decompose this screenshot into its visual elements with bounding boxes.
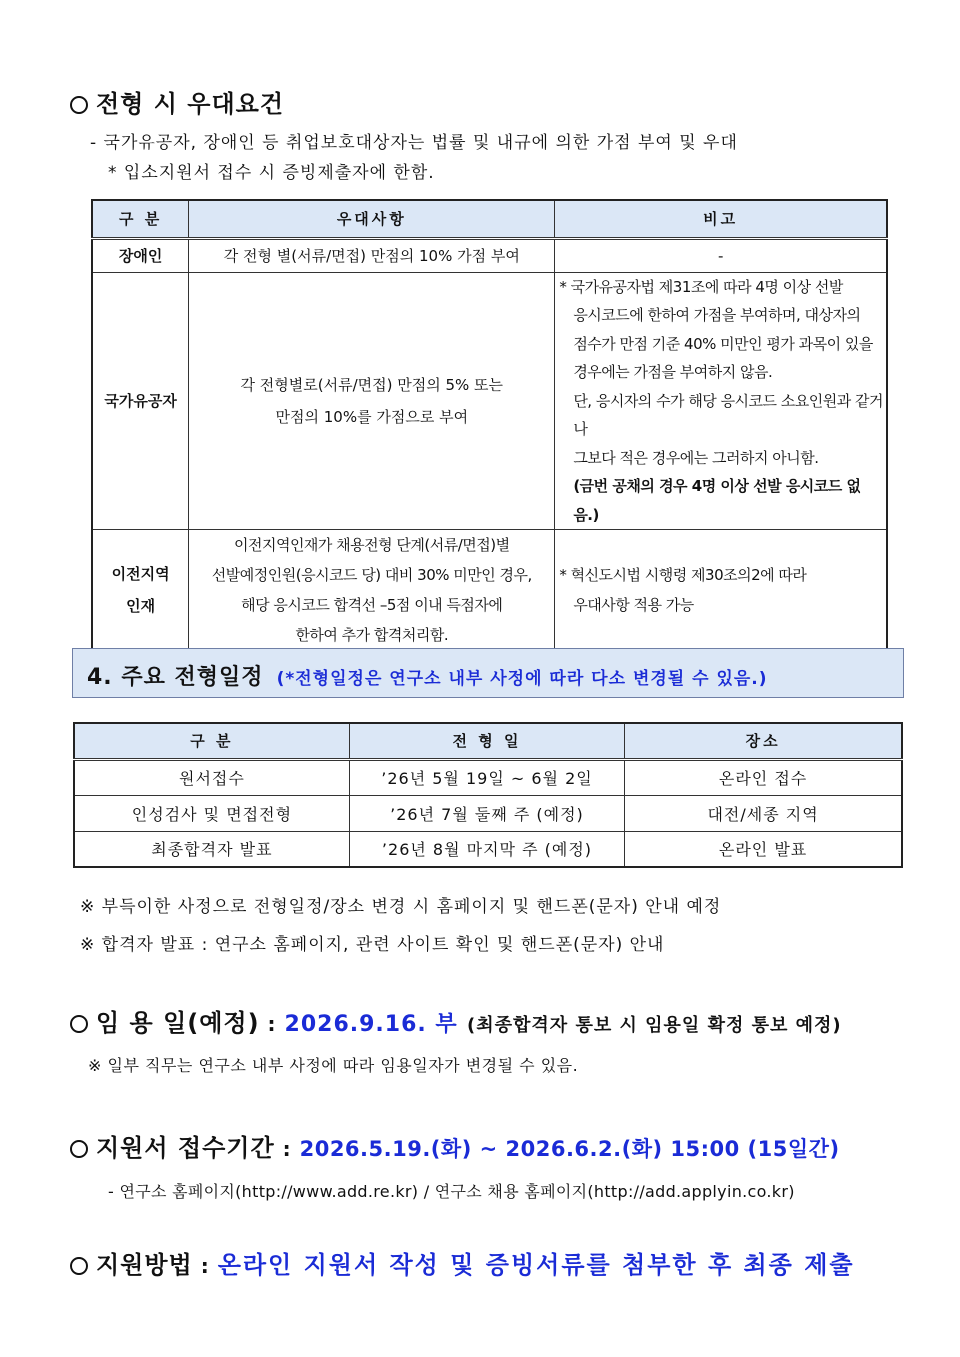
circle-bullet-icon <box>70 1257 88 1275</box>
note-line: 그보다 적은 경우에는 그러하지 아니함. <box>573 448 819 467</box>
note-line: * 국가유공자법 제31조에 따라 4명 이상 선발 <box>559 277 843 296</box>
method-heading <box>70 1245 855 1280</box>
benefit-line: 만점의 10%를 가점으로 부여 <box>275 407 469 426</box>
schedule-category: 인성검사 및 면접전형 <box>74 795 349 831</box>
circle-bullet-icon <box>70 96 88 114</box>
note-line: 우대사항 적용 가능 <box>573 596 694 614</box>
schedule-date: ’26년 8월 마지막 주 (예정) <box>349 831 624 867</box>
schedule-place: 온라인 접수 <box>625 759 902 795</box>
schedule-header-place: 장소 <box>625 723 902 759</box>
row-note <box>555 272 887 530</box>
schedule-category: 최종합격자 발표 <box>74 831 349 867</box>
appointment-note: ※ 일부 직무는 연구소 내부 사정에 따라 임용일자가 변경될 수 있음. <box>88 1056 579 1075</box>
note-line: 점수가 만점 기준 40% 미만인 평가 과목이 있을 <box>573 334 873 353</box>
appointment-colon: : <box>259 1012 285 1036</box>
table-row <box>92 530 887 652</box>
row-benefit <box>189 530 555 652</box>
note-line: 경우에는 가점을 부여하지 않음. <box>573 363 773 381</box>
schedule-table <box>73 722 903 868</box>
preference-heading <box>70 84 284 119</box>
table-row <box>92 272 887 530</box>
row-category <box>92 530 189 652</box>
schedule-heading <box>87 660 768 691</box>
appointment-date: 2026.9.16. 부 <box>284 1012 458 1037</box>
note-line: (금번 공채의 경우 4명 이상 선발 응시코드 없음.) <box>573 477 861 524</box>
schedule-title: 4. 주요 전형일정 <box>87 665 264 690</box>
schedule-place: 대전/세종 지역 <box>625 795 902 831</box>
schedule-place: 온라인 발표 <box>625 831 902 867</box>
row-benefit <box>189 272 555 530</box>
category-line: 이전지역 <box>111 565 170 583</box>
schedule-date: ’26년 5월 19일 ~ 6월 2일 <box>349 759 624 795</box>
benefit-line: 선발예정인원(응시코드 당) 대비 30% 미만인 경우, <box>211 566 532 584</box>
table-row <box>92 238 887 272</box>
preference-header-note: 비고 <box>555 200 887 238</box>
row-category: 국가유공자 <box>92 272 189 530</box>
circle-bullet-icon <box>70 1015 88 1033</box>
table-row <box>74 795 902 831</box>
method-value: 온라인 지원서 작성 및 증빙서류를 첨부한 후 최종 제출 <box>217 1251 855 1279</box>
row-note: - <box>555 238 887 272</box>
schedule-note-1: ※ 부득이한 사정으로 전형일정/장소 변경 시 홈페이지 및 핸드폰(문자) 안내 예정 <box>80 897 722 917</box>
period-title: 지원서 접수기간 <box>96 1134 275 1162</box>
schedule-header-category: 구 분 <box>74 723 349 759</box>
table-row <box>74 831 902 867</box>
schedule-note-2: ※ 합격자 발표 : 연구소 홈페이지, 관련 사이트 확인 및 핸드폰(문자) 안내 <box>80 935 665 955</box>
row-category: 장애인 <box>92 238 189 272</box>
schedule-header-date: 전 형 일 <box>349 723 624 759</box>
period-detail: - 연구소 홈페이지(http://www.add.re.kr) / 연구소 채용 홈페이지(http://add.applyin.co.kr) <box>108 1182 795 1201</box>
note-line: 응시코드에 한하여 가점을 부여하며, 대상자의 <box>573 306 861 324</box>
benefit-line: 각 전형별로(서류/면접) 만점의 5% 또는 <box>240 375 504 394</box>
schedule-heading-box <box>72 648 904 698</box>
benefit-line: 한하여 추가 합격처리함. <box>295 626 449 644</box>
row-note <box>555 530 887 652</box>
period-heading <box>70 1128 840 1163</box>
preference-title: 전형 시 우대요건 <box>96 90 284 118</box>
preference-line1: - 국가유공자, 장애인 등 취업보호대상자는 법률 및 내규에 의한 가점 부여 및 우대 <box>90 133 738 153</box>
schedule-subtitle: (*전형일정은 연구소 내부 사정에 따라 다소 변경될 수 있음.) <box>276 669 768 689</box>
method-title: 지원방법 <box>96 1251 193 1279</box>
period-colon: : <box>274 1137 300 1161</box>
schedule-category: 원서접수 <box>74 759 349 795</box>
appointment-heading <box>70 1003 842 1038</box>
category-line: 인재 <box>126 597 156 615</box>
benefit-line: 이전지역인재가 채용전형 단계(서류/면접)별 <box>233 536 510 554</box>
appointment-tail: (최종합격자 통보 시 임용일 확정 통보 예정) <box>467 1015 842 1036</box>
table-row <box>74 759 902 795</box>
note-line: 단, 응시자의 수가 해당 응시코드 소요인원과 같거나 <box>573 391 883 438</box>
row-benefit: 각 전형 별(서류/면접) 만점의 10% 가점 부여 <box>189 238 555 272</box>
schedule-date: ’26년 7월 둘째 주 (예정) <box>349 795 624 831</box>
note-line: * 혁신도시법 시행령 제30조의2에 따라 <box>559 566 807 584</box>
period-value: 2026.5.19.(화) ~ 2026.6.2.(화) 15:00 (15일간) <box>299 1137 840 1161</box>
appointment-title: 임 용 일(예정) <box>96 1009 260 1037</box>
preference-table <box>91 199 888 652</box>
preference-header-benefit: 우대사항 <box>189 200 555 238</box>
preference-line2: * 입소지원서 접수 시 증빙제출자에 한함. <box>108 163 435 183</box>
circle-bullet-icon <box>70 1140 88 1158</box>
preference-header-category: 구 분 <box>92 200 189 238</box>
method-colon: : <box>192 1254 218 1278</box>
benefit-line: 해당 응시코드 합격선 –5점 이내 득점자에 <box>241 596 503 614</box>
